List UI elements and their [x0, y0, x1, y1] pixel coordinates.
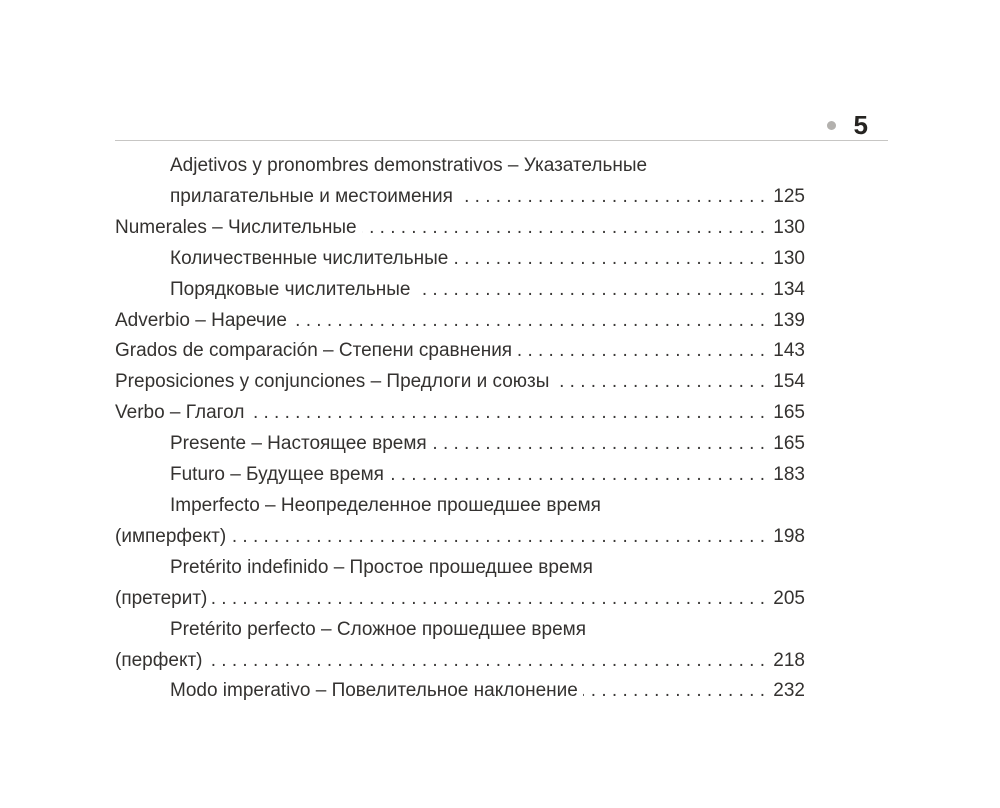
toc-entry — [115, 367, 805, 398]
toc-entry-row — [115, 398, 805, 429]
toc-entry-page: 205 — [773, 587, 805, 609]
page-number-folio: 5 — [853, 110, 868, 141]
toc-entry — [115, 460, 805, 491]
toc-entry-page: 165 — [773, 433, 805, 455]
toc-entry — [115, 429, 805, 460]
toc-entry — [115, 491, 805, 553]
toc-entry-row — [115, 584, 805, 615]
toc-entry-label: Modo imperativo – Повелительное наклонение — [170, 680, 578, 702]
dot-leader — [389, 460, 765, 491]
toc-entry — [115, 553, 805, 615]
toc-entry-page: 130 — [773, 216, 805, 238]
dot-leader — [583, 676, 765, 707]
dot-leader — [231, 522, 765, 553]
toc-entry-page: 183 — [773, 464, 805, 486]
toc-entry-page: 218 — [773, 649, 805, 671]
toc-entry — [115, 275, 805, 306]
toc-entry-label: Порядковые числительные — [170, 278, 411, 300]
toc-entry — [115, 244, 805, 275]
toc-entry — [115, 615, 805, 677]
toc-entry-label: (имперфект) — [115, 525, 227, 547]
toc-entry-label: Presente – Настоящее время — [170, 433, 427, 455]
toc-entry-label: Numerales – Числительные — [115, 216, 357, 238]
toc-entry-label: прилагательные и местоимения — [170, 185, 453, 207]
dot-leader — [554, 367, 765, 398]
folio-bullet-icon — [827, 121, 836, 130]
toc-entry-row — [115, 676, 805, 707]
toc-entry-label: (перфект) — [115, 649, 203, 671]
toc-entry-label: Adverbio – Наречие — [115, 309, 287, 331]
toc-entry-label: Preposiciones y conjunciones – Предлоги и союзы — [115, 371, 550, 393]
toc-entry-text-line1: Pretérito indefinido – Простое прошедшее время — [170, 556, 593, 578]
toc-entry-page: 139 — [773, 309, 805, 331]
toc-entry-page: 154 — [773, 371, 805, 393]
dot-leader — [458, 182, 765, 213]
toc-entry-page: 125 — [773, 185, 805, 207]
toc-entry-text-line1: Imperfecto – Неопределенное прошедшее время — [170, 494, 601, 516]
toc-entry-row — [115, 460, 805, 491]
dot-leader — [432, 429, 765, 460]
toc-entry-row — [115, 306, 805, 337]
dot-leader — [249, 398, 765, 429]
toc-entry-text-line1: Pretérito perfecto – Сложное прошедшее время — [170, 618, 586, 640]
toc-entry — [115, 398, 805, 429]
table-of-contents — [115, 151, 805, 707]
toc-entry-row — [115, 429, 805, 460]
toc-entry — [115, 336, 805, 367]
toc-entry — [115, 306, 805, 337]
dot-leader — [517, 336, 765, 367]
toc-entry-row — [115, 646, 805, 677]
toc-entry-label: Futuro – Будущее время — [170, 464, 384, 486]
toc-entry-label: Grados de comparación – Степени сравнения — [115, 340, 513, 362]
dot-leader — [453, 244, 765, 275]
toc-entry-page: 143 — [773, 340, 805, 362]
toc-entry-row — [115, 244, 805, 275]
toc-entry-label: Количественные числительные — [170, 247, 449, 269]
toc-entry-row — [115, 182, 805, 213]
toc-entry-label: Verbo – Глагол — [115, 402, 245, 424]
toc-entry-row — [115, 336, 805, 367]
dot-leader — [362, 213, 765, 244]
toc-entry-row — [115, 275, 805, 306]
toc-entry — [115, 213, 805, 244]
dot-leader — [292, 306, 765, 337]
toc-entry-row — [115, 213, 805, 244]
toc-entry — [115, 151, 805, 213]
page-header — [115, 112, 888, 141]
toc-entry-label: (претерит) — [115, 587, 208, 609]
dot-leader — [212, 584, 765, 615]
dot-leader — [208, 646, 765, 677]
toc-entry-page: 134 — [773, 278, 805, 300]
dot-leader — [415, 275, 765, 306]
toc-entry — [115, 676, 805, 707]
toc-entry-page: 232 — [773, 680, 805, 702]
toc-entry-page: 198 — [773, 525, 805, 547]
toc-entry-row — [115, 522, 805, 553]
toc-entry-row — [115, 367, 805, 398]
toc-entry-page: 165 — [773, 402, 805, 424]
toc-entry-text-line1: Adjetivos y pronombres demonstrativos – Указательные — [170, 155, 648, 176]
toc-entry-page: 130 — [773, 247, 805, 269]
